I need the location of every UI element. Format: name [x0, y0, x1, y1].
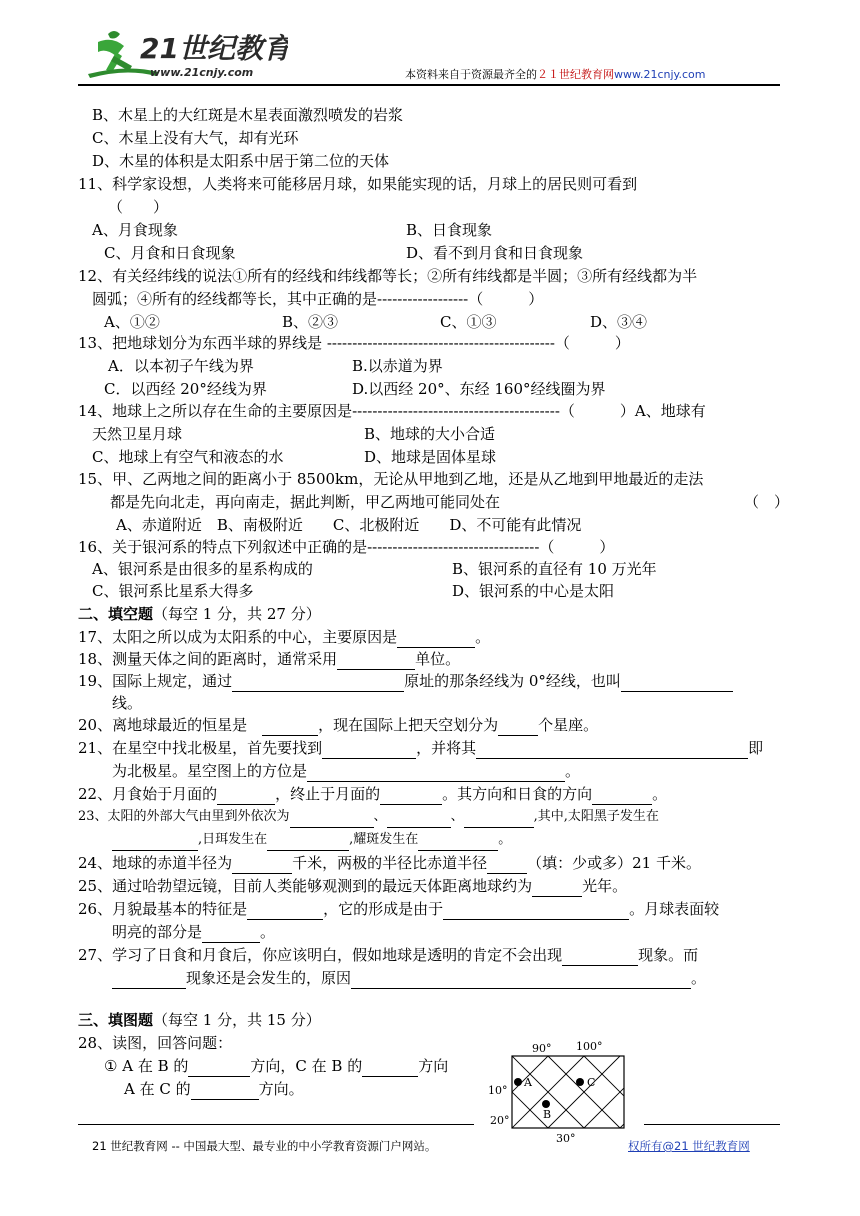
section-2-title: 二、填空题 — [78, 605, 154, 623]
section-3-note: （每空 1 分，共 15 分） — [153, 1011, 321, 1029]
q26: 26、月貌最基本的特征是 ，它的形成是由于 。月球表面较 — [78, 900, 720, 918]
q22-blank-2[interactable] — [380, 786, 442, 805]
q21-cont: 为北极星。星空图上的方位是 。 — [112, 762, 581, 780]
q10-option-d: D、木星的体积是太阳系中居于第二位的天体 — [92, 152, 390, 170]
q12-option-a: A、①② — [104, 313, 160, 331]
q19-blank-2[interactable] — [621, 673, 733, 692]
footer-left-text: 21 世纪教育网 -- 中国最大型、最专业的中小学教育资源门户网站。 — [92, 1139, 437, 1153]
q10-option-b: B、木星上的大红斑是木星表面激烈喷发的岩浆 — [92, 106, 404, 124]
q23: 23、太阳的外部大气由里到外依次为 、 、 ,其中,太阳黑子发生在 — [78, 806, 659, 828]
section-3-heading — [78, 1009, 321, 1031]
q26-blank-2[interactable] — [443, 901, 629, 920]
q28-stem: 28、读图，回答问题： — [78, 1034, 233, 1052]
q23-blank-3[interactable] — [464, 809, 534, 828]
q12-stem: 12、有关经纬线的说法①所有的经线和纬线都等长；②所有纬线都是半圆；③所有经线都为半 — [78, 267, 698, 285]
q24-blank-2[interactable] — [487, 855, 527, 874]
footer-divider-left — [78, 1124, 474, 1125]
q26-blank-1[interactable] — [247, 901, 323, 920]
q13-option-a: A．以本初子午线为界 — [108, 357, 254, 375]
q26-cont: 明亮的部分是 。 — [112, 923, 276, 941]
q11-option-b: B、日食现象 — [406, 221, 493, 239]
lat-long-grid-figure — [484, 1034, 644, 1146]
q21: 21、在星空中找北极星，首先要找到 ，并将其 即 — [78, 739, 764, 757]
q22: 22、月食始于月面的 ，终止于月面的 。其方向和日食的方向 。 — [78, 785, 668, 803]
q21-blank-3[interactable] — [307, 763, 565, 782]
q19: 19、国际上规定，通过 原址的那条经线为 0°经线，也叫 — [78, 670, 733, 692]
q12-stem-cont: 圆弧；④所有的经线都等长，其中正确的是------------------（ ） — [92, 290, 544, 308]
footer-copyright-link[interactable]: 权所有@21 世纪教育网 — [628, 1139, 750, 1153]
q14-option-d: D、地球是固体星球 — [364, 448, 497, 466]
q24: 24、地球的赤道半径为 千米，两极的半径比赤道半径 （填：少或多）21 千米。 — [78, 854, 701, 872]
q16-option-b: B、银河系的直径有 10 万光年 — [452, 560, 657, 578]
q19-blank-1[interactable] — [232, 673, 404, 692]
q22-blank-3[interactable] — [592, 786, 652, 805]
q20: 20、离地球最近的恒星是 ，现在国际上把天空划分为 个星座。 — [78, 716, 599, 734]
footer-divider-right — [644, 1124, 780, 1125]
q11-option-c: C、月食和日食现象 — [104, 244, 236, 262]
label-10: 10° — [488, 1084, 508, 1097]
q12-option-b: B、②③ — [282, 313, 339, 331]
q17: 17、太阳之所以成为太阳系的中心，主要原因是 。 — [78, 628, 491, 646]
q20-blank-1[interactable] — [262, 717, 318, 736]
point-a — [514, 1078, 522, 1086]
q23-blank-4[interactable] — [112, 832, 198, 851]
q18-blank[interactable] — [337, 651, 415, 670]
point-c — [576, 1078, 584, 1086]
q21-blank-2[interactable] — [476, 740, 748, 759]
q11-paren: （ ） — [108, 198, 169, 216]
q23-blank-1[interactable] — [290, 809, 374, 828]
q12-option-c: C、①③ — [440, 313, 497, 331]
q27-blank-3[interactable] — [351, 970, 691, 989]
grid-frame — [512, 1056, 624, 1128]
q27: 27、学习了日食和月食后，你应该明白，假如地球是透明的肯定不会出现 现象。而 — [78, 946, 699, 964]
q22-blank-1[interactable] — [217, 786, 275, 805]
point-b — [542, 1100, 550, 1108]
q14-option-c: C、地球上有空气和液态的水 — [92, 448, 284, 466]
label-100: 100° — [576, 1040, 603, 1053]
q15-options: A、赤道附近 B、南极附近 C、北极附近 D、不可能有此情况 — [116, 516, 582, 534]
section-3-title: 三、填图题 — [78, 1011, 154, 1029]
q23-blank-2[interactable] — [387, 809, 451, 828]
q26-blank-3[interactable] — [202, 924, 260, 943]
q13-option-b: B.以赤道为界 — [352, 357, 443, 375]
q23-blank-6[interactable] — [418, 832, 498, 851]
q23-blank-5[interactable] — [267, 832, 349, 851]
header-note: 本资料来自于资源最齐全的２１世纪教育网www.21cnjy.com — [405, 68, 706, 81]
label-point-a: A — [524, 1076, 532, 1089]
header-site-link[interactable]: ２１世纪教育网 — [537, 68, 614, 81]
q16-option-d: D、银河系的中心是太阳 — [452, 582, 615, 600]
q13-stem: 13、把地球划分为东西半球的界线是 ---------------------------------------------（ ） — [78, 334, 630, 352]
q27-cont: 现象还是会发生的，原因 。 — [112, 967, 706, 989]
q16-option-c: C、银河系比星系大得多 — [92, 582, 254, 600]
q16-option-a: A、银河系是由很多的星系构成的 — [92, 560, 313, 578]
q12-option-d: D、③④ — [590, 313, 648, 331]
q10-option-c: C、木星上没有大气，却有光环 — [92, 129, 299, 147]
q21-blank-1[interactable] — [322, 740, 416, 759]
q14-stem: 14、地球上之所以存在生命的主要原因是-----------------------------------------（ ）A、地球有 — [78, 402, 706, 420]
q28-blank-2[interactable] — [362, 1058, 418, 1077]
q14-option-a-cont: 天然卫星月球 — [92, 425, 183, 443]
q28-part-1: ① A 在 B 的 方向，C 在 B 的 方向 — [104, 1057, 449, 1075]
svg-text:21世纪教育: 21世纪教育 — [140, 32, 288, 65]
header-divider — [78, 84, 780, 86]
q28-blank-3[interactable] — [191, 1081, 259, 1100]
q23-cont: ,日珥发生在 ,耀斑发生在 。 — [112, 829, 511, 851]
q16-stem: 16、关于银河系的特点下列叙述中正确的是----------------------------------（ ） — [78, 538, 615, 556]
q13-option-d: D.以西经 20°、东经 160°经线圈为界 — [352, 380, 606, 398]
q11-option-a: A、月食现象 — [92, 221, 178, 239]
site-logo — [78, 22, 288, 84]
label-point-c: C — [587, 1076, 596, 1089]
svg-text:www.21cnjy.com: www.21cnjy.com — [150, 66, 254, 79]
q27-blank-2[interactable] — [112, 970, 186, 989]
q24-blank-1[interactable] — [232, 855, 292, 874]
q28-blank-1[interactable] — [188, 1058, 250, 1077]
q17-blank[interactable] — [397, 629, 475, 648]
q13-option-c: C．以西经 20°经线为界 — [104, 380, 267, 398]
section-2-heading — [78, 603, 321, 625]
q20-blank-2[interactable] — [498, 717, 538, 736]
label-90: 90° — [532, 1042, 552, 1055]
q28-part-2: A 在 C 的 方向。 — [124, 1080, 304, 1098]
q15-stem: 15、甲、乙两地之间的距离小于 8500km，无论从甲地到乙地，还是从乙地到甲地最近的走法 — [78, 470, 704, 488]
q15-stem-cont: 都是先向北走，再向南走，据此判断，甲乙两地可能同处在 — [110, 493, 501, 511]
q19-cont: 线。 — [112, 694, 143, 712]
q27-blank-1[interactable] — [562, 947, 638, 966]
q11-option-d: D、看不到月食和日食现象 — [406, 244, 584, 262]
q25-blank[interactable] — [532, 878, 582, 897]
section-2-note: （每空 1 分，共 27 分） — [153, 605, 321, 623]
q15-paren: （ ） — [744, 493, 790, 511]
q11-stem: 11、科学家设想，人类将来可能移居月球，如果能实现的话，月球上的居民则可看到 — [78, 175, 638, 193]
q25: 25、通过哈勃望远镜，目前人类能够观测到的最远天体距离地球约为 光年。 — [78, 877, 628, 895]
label-30: 30° — [556, 1132, 576, 1145]
q14-option-b: B、地球的大小合适 — [364, 425, 496, 443]
label-point-b: B — [543, 1108, 552, 1121]
q18: 18、测量天体之间的距离时，通常采用 单位。 — [78, 650, 461, 668]
label-20: 20° — [490, 1114, 510, 1127]
header-url-link[interactable]: www.21cnjy.com — [614, 68, 706, 81]
